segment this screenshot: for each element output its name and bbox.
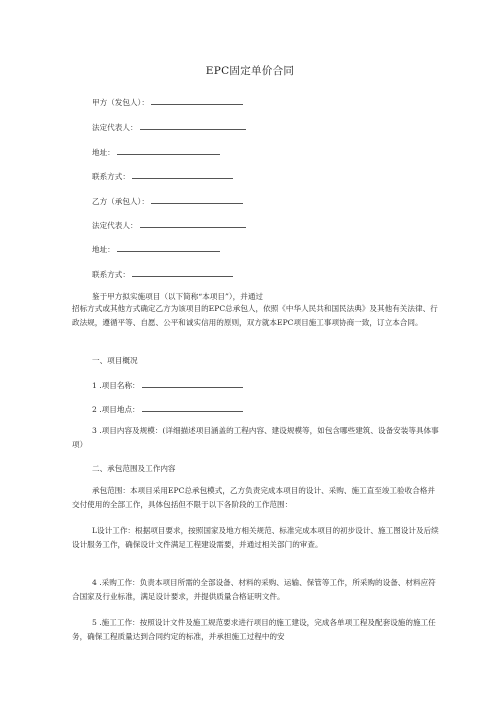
address-a-blank <box>117 146 220 155</box>
project-location-row <box>92 403 243 415</box>
legal-rep-a-label: 法定代表人： <box>92 123 138 132</box>
section-scope: 二、承包范围及工作内容 <box>92 464 176 473</box>
contact-a-label: 联系方式： <box>92 172 130 181</box>
party-b-row <box>92 195 243 207</box>
intro-first-line: 鉴于甲方拟实施项目（以下简称“本项目”），并通过 <box>92 292 264 301</box>
address-a-row <box>92 146 220 158</box>
construction-paragraph: 5 .施工工作：按照设计文件及施工规范要求进行项目的施工建设，完成各单项工程及配套设施的施工任务，确保工程质量达到合同约定的标准，并承担施工过程中的安 <box>72 618 436 641</box>
legal-rep-a-blank <box>140 121 246 130</box>
section-project-overview: 一、项目概况 <box>92 356 138 365</box>
contact-b-row <box>92 268 233 280</box>
contact-b-blank <box>132 268 233 277</box>
address-a-label: 地址： <box>92 148 115 157</box>
project-name-blank <box>142 379 243 388</box>
address-b-label: 地址： <box>92 245 115 254</box>
project-name-label: 1 .项目名称： <box>92 381 140 390</box>
party-a-blank <box>151 96 243 105</box>
design-paragraph: L设计工作：根据项目要求，按照国家及地方相关规范、标准完成本项目的初步设计、施工图设计及后续设计服务工作，确保设计文件满足工程建设需要，并通过相关部门的审查。 <box>72 526 439 549</box>
intro-continuation: 招标方式或其他方式确定乙方为该项目的EPC总承包人，依照《中华人民共和国民法典》及其他有关法律、行政法规，遵循平等、自愿、公平和诚实信用的原则，双方就本EPC项目施工事项协商一致，订立本合同。 <box>72 304 438 327</box>
scope-paragraph: 承包范围：本项目采用EPC总承包模式，乙方负责完成本项目的设计、采购、施工直至竣工验收合格并交付使用的全部工作，具体包括但不限于以下各阶段的工作范围： <box>72 486 435 509</box>
project-name-row <box>92 379 243 391</box>
procurement-paragraph: 4 .采购工作：负责本项目所需的全部设备、材料的采购、运输、保管等工作，所采购的设备、材料应符合国家及行业标准，满足设计要求，并提供质量合格证明文件。 <box>72 578 436 601</box>
address-b-blank <box>117 243 220 252</box>
party-a-label: 甲方（发包人）： <box>92 98 149 107</box>
contact-a-blank <box>132 170 233 179</box>
project-scale-item: 3 .项目内容及规模：(详细描述项目涵盖的工程内容、建设规模等，如包含哪些建筑、设备安装等具体事项） <box>72 426 439 449</box>
legal-rep-b-label: 法定代表人： <box>92 221 138 230</box>
party-b-label: 乙方（承包人）： <box>92 197 149 206</box>
contact-b-label: 联系方式： <box>92 270 130 279</box>
legal-rep-a-row <box>92 121 246 133</box>
legal-rep-b-row <box>92 219 246 231</box>
project-location-blank <box>142 403 243 412</box>
contact-a-row <box>92 170 233 182</box>
contract-title: EPC固定单价合同 <box>205 65 295 77</box>
party-a-row <box>92 96 243 108</box>
project-location-label: 2 .项目地点： <box>92 405 140 414</box>
party-b-blank <box>151 195 243 204</box>
legal-rep-b-blank <box>140 219 246 228</box>
address-b-row <box>92 243 220 255</box>
